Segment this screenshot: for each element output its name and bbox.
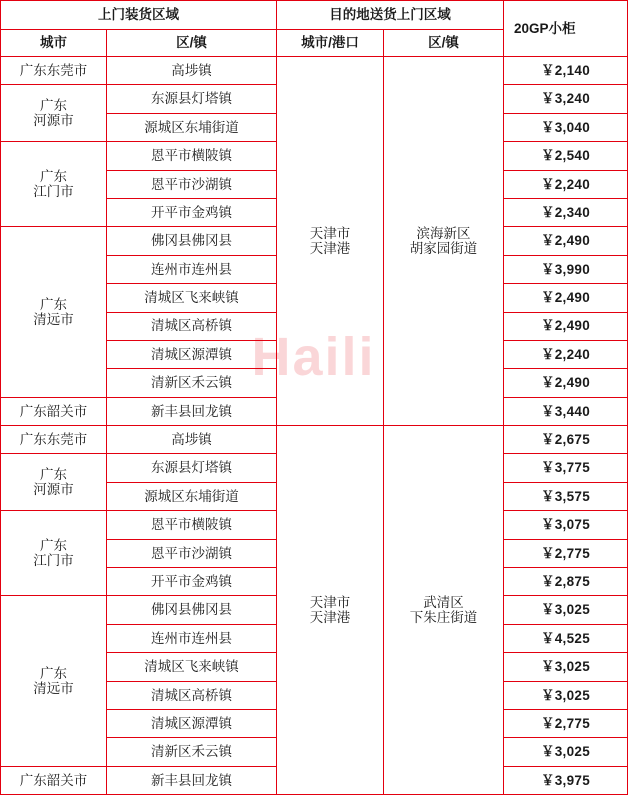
cell-origin-town: 高埗镇 — [107, 426, 277, 454]
cell-price-20gp: ￥3,240 — [504, 85, 628, 113]
cell-price-20gp: ￥2,490 — [504, 284, 628, 312]
cell-origin-town: 源城区东埔街道 — [107, 482, 277, 510]
table-body — [1, 57, 628, 795]
cell-destination-city: 天津市 天津港 — [277, 426, 384, 795]
cell-origin-city: 广东 清远市 — [1, 227, 107, 397]
cell-origin-town: 连州市连州县 — [107, 255, 277, 283]
table-row — [1, 426, 628, 454]
cell-origin-town: 源城区东埔街道 — [107, 113, 277, 141]
cell-price-20gp: ￥2,775 — [504, 709, 628, 737]
header-col-town: 区/镇 — [107, 30, 277, 57]
cell-origin-town: 清城区源潭镇 — [107, 340, 277, 368]
cell-origin-town: 清新区禾云镇 — [107, 738, 277, 766]
cell-origin-town: 佛冈县佛冈县 — [107, 227, 277, 255]
cell-origin-town: 清城区飞来峡镇 — [107, 284, 277, 312]
cell-price-20gp: ￥2,240 — [504, 170, 628, 198]
cell-price-20gp: ￥3,575 — [504, 482, 628, 510]
cell-origin-city: 广东 河源市 — [1, 85, 107, 142]
cell-price-20gp: ￥2,675 — [504, 426, 628, 454]
cell-origin-town: 高埗镇 — [107, 57, 277, 85]
cell-origin-town: 恩平市沙湖镇 — [107, 170, 277, 198]
cell-price-20gp: ￥3,025 — [504, 738, 628, 766]
cell-price-20gp: ￥3,025 — [504, 653, 628, 681]
header-col-price: 20GP小柜 — [504, 1, 628, 57]
cell-price-20gp: ￥3,040 — [504, 113, 628, 141]
cell-origin-town: 东源县灯塔镇 — [107, 85, 277, 113]
cell-origin-city: 广东东莞市 — [1, 57, 107, 85]
cell-origin-town: 清城区高桥镇 — [107, 681, 277, 709]
cell-price-20gp: ￥3,025 — [504, 681, 628, 709]
cell-origin-town: 开平市金鸡镇 — [107, 568, 277, 596]
cell-origin-city: 广东东莞市 — [1, 426, 107, 454]
cell-origin-town: 新丰县回龙镇 — [107, 766, 277, 794]
cell-origin-city: 广东 清远市 — [1, 596, 107, 766]
cell-origin-city: 广东韶关市 — [1, 397, 107, 425]
cell-destination-town: 武清区 下朱庄街道 — [384, 426, 504, 795]
cell-origin-town: 开平市金鸡镇 — [107, 198, 277, 226]
header-col-dest-town: 区/镇 — [384, 30, 504, 57]
cell-origin-city: 广东 江门市 — [1, 142, 107, 227]
cell-origin-town: 恩平市横陂镇 — [107, 511, 277, 539]
cell-origin-town: 恩平市沙湖镇 — [107, 539, 277, 567]
cell-price-20gp: ￥2,340 — [504, 198, 628, 226]
cell-price-20gp: ￥3,990 — [504, 255, 628, 283]
cell-price-20gp: ￥2,240 — [504, 340, 628, 368]
cell-origin-town: 东源县灯塔镇 — [107, 454, 277, 482]
cell-price-20gp: ￥2,490 — [504, 227, 628, 255]
cell-origin-city: 广东 河源市 — [1, 454, 107, 511]
cell-origin-town: 新丰县回龙镇 — [107, 397, 277, 425]
cell-origin-town: 清新区禾云镇 — [107, 369, 277, 397]
cell-price-20gp: ￥3,025 — [504, 596, 628, 624]
table-header — [1, 1, 628, 57]
cell-origin-town: 恩平市横陂镇 — [107, 142, 277, 170]
cell-origin-city: 广东韶关市 — [1, 766, 107, 794]
cell-origin-city: 广东 江门市 — [1, 511, 107, 596]
header-group-delivery: 目的地送货上门区域 — [277, 1, 504, 30]
cell-destination-town: 滨海新区 胡家园街道 — [384, 57, 504, 426]
cell-origin-town: 佛冈县佛冈县 — [107, 596, 277, 624]
cell-price-20gp: ￥2,875 — [504, 568, 628, 596]
cell-origin-town: 清城区源潭镇 — [107, 709, 277, 737]
header-col-dest-city: 城市/港口 — [277, 30, 384, 57]
watermark-text: Haili — [251, 327, 376, 387]
cell-origin-town: 连州市连州县 — [107, 624, 277, 652]
cell-price-20gp: ￥3,075 — [504, 511, 628, 539]
header-group-pickup: 上门装货区域 — [1, 1, 277, 30]
cell-price-20gp: ￥2,540 — [504, 142, 628, 170]
cell-origin-town: 清城区高桥镇 — [107, 312, 277, 340]
cell-price-20gp: ￥3,440 — [504, 397, 628, 425]
cell-price-20gp: ￥3,975 — [504, 766, 628, 794]
header-col-city: 城市 — [1, 30, 107, 57]
cell-origin-town: 清城区飞来峡镇 — [107, 653, 277, 681]
cell-price-20gp: ￥2,490 — [504, 369, 628, 397]
cell-price-20gp: ￥2,140 — [504, 57, 628, 85]
cell-price-20gp: ￥4,525 — [504, 624, 628, 652]
cell-price-20gp: ￥3,775 — [504, 454, 628, 482]
cell-price-20gp: ￥2,490 — [504, 312, 628, 340]
cell-price-20gp: ￥2,775 — [504, 539, 628, 567]
header-group-row — [1, 1, 628, 30]
table-row — [1, 57, 628, 85]
cell-destination-city: 天津市 天津港 — [277, 57, 384, 426]
